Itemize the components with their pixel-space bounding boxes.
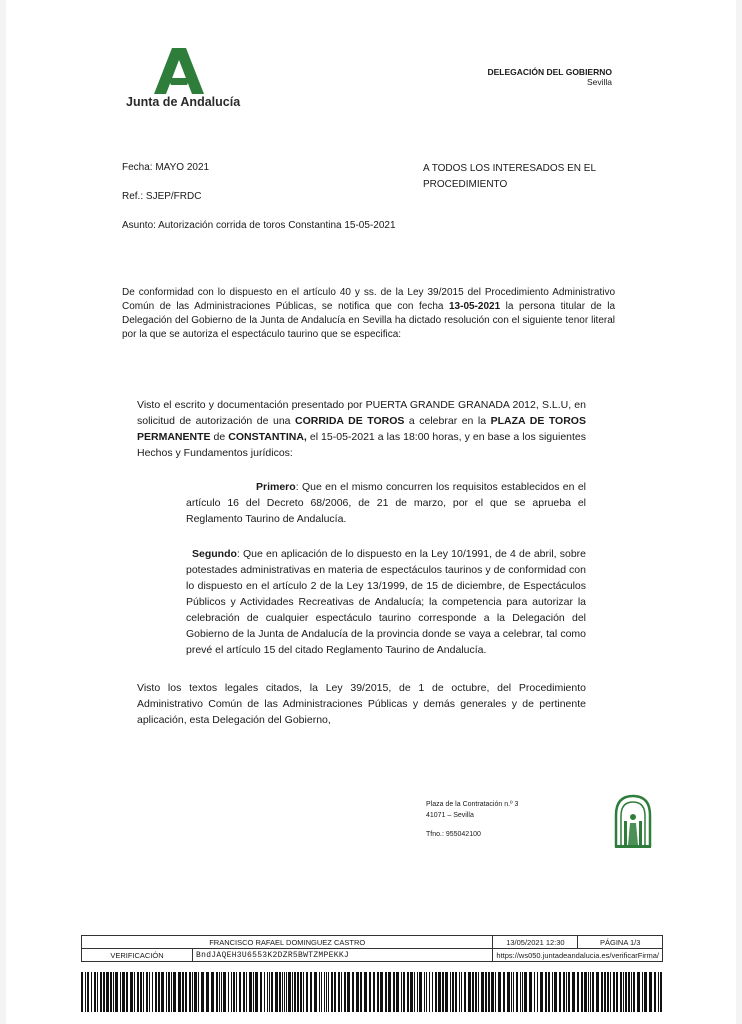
verification-url[interactable]: https://ws050.juntadeandalucia.es/verificarFirma/ bbox=[493, 949, 663, 962]
barcode-bar bbox=[360, 972, 362, 1012]
barcode-bar bbox=[554, 972, 557, 1012]
barcode-bar bbox=[432, 972, 433, 1012]
barcode-bar bbox=[642, 972, 643, 1012]
barcode-bar bbox=[485, 972, 487, 1012]
barcode-bar bbox=[243, 972, 245, 1012]
intro-date: 13-05-2021 bbox=[448, 301, 501, 312]
intro-paragraph bbox=[122, 286, 615, 342]
barcode-bar bbox=[201, 972, 204, 1012]
logo-name: Junta de Andalucía bbox=[126, 95, 241, 109]
barcode-bar bbox=[198, 972, 199, 1012]
barcode-bar bbox=[552, 972, 553, 1012]
barcode-bar bbox=[189, 972, 191, 1012]
barcode-bar bbox=[414, 972, 415, 1012]
barcode-bar bbox=[344, 972, 346, 1012]
signature-footer bbox=[81, 935, 663, 962]
barcode-bar bbox=[498, 972, 501, 1012]
barcode-bar bbox=[120, 972, 121, 1012]
barcode-bar bbox=[566, 972, 567, 1012]
barcode-bar bbox=[267, 972, 268, 1012]
fecha-line: Fecha: MAYO 2021 bbox=[122, 162, 210, 173]
address-line-2: 41071 – Sevilla bbox=[426, 812, 474, 819]
barcode-bar bbox=[450, 972, 451, 1012]
barcode-bar bbox=[173, 972, 176, 1012]
barcode-bar bbox=[623, 972, 624, 1012]
barcode-bar bbox=[649, 972, 652, 1012]
barcode-bar bbox=[507, 972, 510, 1012]
phone-line: Tfno.: 955042100 bbox=[426, 831, 481, 838]
org-header bbox=[436, 67, 612, 87]
barcode-bar bbox=[654, 972, 656, 1012]
barcode-bar bbox=[452, 972, 454, 1012]
barcode-bar bbox=[85, 972, 86, 1012]
barcode-bar bbox=[577, 972, 579, 1012]
barcode-bar bbox=[607, 972, 609, 1012]
org-title: DELEGACIÓN DEL GOBIERNO bbox=[487, 67, 612, 77]
visto-plaza: PLAZA DE TOROS PERMANENTE bbox=[137, 415, 586, 443]
barcode-bar bbox=[246, 972, 247, 1012]
barcode-bar bbox=[300, 972, 302, 1012]
barcode-bar bbox=[228, 972, 229, 1012]
barcode-bar bbox=[455, 972, 457, 1012]
visto-text-f: de bbox=[210, 431, 229, 443]
barcode-bar bbox=[488, 972, 490, 1012]
barcode-bar bbox=[91, 972, 92, 1012]
barcode-bar bbox=[185, 972, 187, 1012]
barcode-bar bbox=[130, 972, 133, 1012]
recipient-line-2: PROCEDIMIENTO bbox=[423, 179, 508, 190]
barcode-bar bbox=[529, 972, 532, 1012]
barcode-bar bbox=[417, 972, 418, 1012]
barcode-bar bbox=[134, 972, 135, 1012]
andalucia-emblem-icon bbox=[613, 793, 653, 849]
signer-name: FRANCISCO RAFAEL DOMINGUEZ CASTRO bbox=[82, 936, 493, 949]
barcode-bar bbox=[152, 972, 153, 1012]
barcode-bar bbox=[601, 972, 603, 1012]
barcode-bar bbox=[94, 972, 96, 1012]
barcode-bar bbox=[106, 972, 109, 1012]
barcode-bar bbox=[628, 972, 630, 1012]
barcode-bar bbox=[426, 972, 427, 1012]
barcode-bar bbox=[534, 972, 535, 1012]
barcode-bar bbox=[338, 972, 340, 1012]
barcode-bar bbox=[171, 972, 172, 1012]
barcode-bar bbox=[284, 972, 285, 1012]
barcode-bar bbox=[377, 972, 379, 1012]
barcode-bar bbox=[303, 972, 304, 1012]
visto-corrida: CORRIDA DE TOROS bbox=[295, 415, 405, 427]
barcode-bar bbox=[559, 972, 561, 1012]
barcode-bar bbox=[182, 972, 184, 1012]
barcode-bar bbox=[438, 972, 441, 1012]
barcode-bar bbox=[356, 972, 359, 1012]
barcode-bar bbox=[590, 972, 591, 1012]
barcode-bar bbox=[233, 972, 235, 1012]
barcode-bar bbox=[236, 972, 237, 1012]
barcode-bar bbox=[442, 972, 444, 1012]
barcode-bar bbox=[516, 972, 518, 1012]
barcode-bar bbox=[321, 972, 322, 1012]
barcode-bar bbox=[369, 972, 371, 1012]
org-city: Sevilla bbox=[586, 77, 612, 87]
barcode-bar bbox=[328, 972, 329, 1012]
barcode-bar bbox=[216, 972, 218, 1012]
barcode-bar bbox=[155, 972, 157, 1012]
intro-text-2: la persona titular de la Delegación del Gobierno de la Junta de Andalucía en Sevilla ha dictado resolución con el siguiente tenor literal por la que se autoriza el espectáculo taurino que se especifica: bbox=[122, 301, 616, 340]
barcode-bar bbox=[613, 972, 615, 1012]
barcode-bar bbox=[255, 972, 258, 1012]
address-block bbox=[426, 799, 518, 840]
barcode-bar bbox=[178, 972, 181, 1012]
barcode-bar bbox=[161, 972, 164, 1012]
barcode-bar bbox=[407, 972, 409, 1012]
barcode-bar bbox=[396, 972, 399, 1012]
barcode-bar bbox=[334, 972, 336, 1012]
barcode-bar bbox=[306, 972, 308, 1012]
barcode-bar bbox=[548, 972, 550, 1012]
barcode-bar bbox=[331, 972, 333, 1012]
segundo-text: : Que en aplicación de lo dispuesto en la Ley 10/1991, de 4 de abril, sobre potestades administrativas en materia de espectáculos taurinos y de conformidad con lo dispuesto en el artículo 2 de la Ley 13/1999, de 15 de diciembre, de Espectáculos Públicos y Actividades Recreativas de Andalucía; la competencia para autorizar la celebración de cualquier espectáculo taurino corresponde a la Delegación del Gobierno de la Junta de Andalucía de la provincia donde se vaya a celebrar, tal como prevé el artículo 15 del citado Reglamento Taurino de Andalucía. bbox=[186, 548, 586, 656]
barcode-bar bbox=[249, 972, 252, 1012]
address-line-1: Plaza de la Contratación n.º 3 bbox=[426, 801, 519, 808]
barcode-bar bbox=[511, 972, 512, 1012]
barcode-bar bbox=[388, 972, 391, 1012]
barcode-bar bbox=[271, 972, 273, 1012]
asunto-line: Asunto: Autorización corrida de toros Constantina 15-05-2021 bbox=[122, 220, 396, 231]
barcode-bar bbox=[231, 972, 232, 1012]
visto-legal-paragraph: Visto los textos legales citados, la Ley 39/2015, de 1 de octubre, del Procedimiento Administrativo Común de las Administraciones Públicas y demás generales y de pertinente aplicación, esta Delegación del Gobierno, bbox=[137, 682, 586, 726]
barcode-bar bbox=[568, 972, 570, 1012]
barcode-bar bbox=[211, 972, 214, 1012]
barcode-bar bbox=[288, 972, 291, 1012]
barcode-bar bbox=[168, 972, 170, 1012]
ref-line: Ref.: SJEP/FRDC bbox=[122, 191, 202, 202]
barcode-bar bbox=[401, 972, 402, 1012]
barcode-bar bbox=[581, 972, 583, 1012]
barcode-bar bbox=[620, 972, 622, 1012]
barcode-bar bbox=[524, 972, 527, 1012]
barcode-bar bbox=[419, 972, 422, 1012]
visto-text-h: el 15-05-2021 a las 18:00 horas, y en base a los siguientes Hechos y Fundamentos jurídicos: bbox=[137, 431, 587, 459]
junta-logo-icon bbox=[154, 48, 204, 94]
barcode-bar bbox=[97, 972, 98, 1012]
barcode-bar bbox=[364, 972, 367, 1012]
barcode-bar bbox=[319, 972, 320, 1012]
barcode-bar bbox=[122, 972, 125, 1012]
barcode-bar bbox=[491, 972, 494, 1012]
barcode-bar bbox=[410, 972, 413, 1012]
barcode-bar bbox=[588, 972, 589, 1012]
barcode-bar bbox=[275, 972, 278, 1012]
barcode-bar bbox=[253, 972, 254, 1012]
primero-text: : Que en el mismo concurren los requisitos establecidos en el artículo 16 del Decreto 68/2006, de 21 de marzo, por el que se aprueba el Reglamento Taurino de Andalucía. bbox=[186, 481, 586, 525]
barcode-bar bbox=[194, 972, 197, 1012]
recipient bbox=[423, 161, 596, 193]
barcode-bar bbox=[596, 972, 599, 1012]
barcode-bar bbox=[616, 972, 618, 1012]
sign-datetime: 13/05/2021 12:30 bbox=[493, 936, 578, 949]
barcode-bar bbox=[513, 972, 514, 1012]
barcode-bar bbox=[314, 972, 317, 1012]
barcode-bar bbox=[610, 972, 611, 1012]
barcode-bar bbox=[110, 972, 112, 1012]
barcode-bar bbox=[537, 972, 538, 1012]
document-page bbox=[6, 0, 736, 1024]
barcode-bar bbox=[604, 972, 606, 1012]
barcode-bar bbox=[140, 972, 142, 1012]
visto-text-b: , en solicitud de autorización de una bbox=[137, 399, 586, 427]
barcode-bar bbox=[468, 972, 471, 1012]
barcode-bar bbox=[572, 972, 575, 1012]
barcode-bar bbox=[540, 972, 543, 1012]
barcode-bar bbox=[631, 972, 632, 1012]
barcode-bar bbox=[221, 972, 222, 1012]
verification-code: BndJAQEH3U6553K2DZR5BWTZMPEKKJ bbox=[193, 949, 493, 962]
barcode-bar bbox=[223, 972, 226, 1012]
barcode-bar bbox=[658, 972, 659, 1012]
barcode-bar bbox=[292, 972, 293, 1012]
barcode-bar bbox=[279, 972, 281, 1012]
barcode-bar bbox=[239, 972, 241, 1012]
barcode-bar bbox=[286, 972, 287, 1012]
barcode-bar bbox=[146, 972, 148, 1012]
barcode-bar bbox=[644, 972, 647, 1012]
barcode-bar bbox=[385, 972, 387, 1012]
barcode-bar bbox=[87, 972, 89, 1012]
barcode-bar bbox=[393, 972, 395, 1012]
barcode-bar bbox=[103, 972, 105, 1012]
barcode-bar bbox=[294, 972, 296, 1012]
barcode-bar bbox=[81, 972, 83, 1012]
barcode-bar bbox=[326, 972, 327, 1012]
barcode-bar bbox=[282, 972, 283, 1012]
barcode-bar bbox=[522, 972, 523, 1012]
barcode-bar bbox=[260, 972, 262, 1012]
barcode-bar bbox=[633, 972, 635, 1012]
barcode-bar bbox=[352, 972, 354, 1012]
barcode-bar bbox=[478, 972, 479, 1012]
barcode-bar bbox=[100, 972, 102, 1012]
barcode-bar bbox=[347, 972, 350, 1012]
visto-text-d: a celebrar en la bbox=[404, 415, 491, 427]
barcode-bar bbox=[149, 972, 150, 1012]
segundo-paragraph bbox=[186, 546, 586, 658]
barcode-bar bbox=[472, 972, 474, 1012]
barcode-bar bbox=[341, 972, 342, 1012]
barcode-bar bbox=[637, 972, 640, 1012]
barcode-bar bbox=[206, 972, 209, 1012]
barcode-bar bbox=[380, 972, 383, 1012]
barcode-bar bbox=[143, 972, 144, 1012]
barcode-bar bbox=[324, 972, 325, 1012]
barcode-bar bbox=[461, 972, 462, 1012]
barcode-bar bbox=[495, 972, 496, 1012]
barcode-bar bbox=[137, 972, 139, 1012]
segundo-label: Segundo bbox=[192, 548, 237, 560]
barcode-bar bbox=[158, 972, 160, 1012]
barcode-bar bbox=[481, 972, 484, 1012]
verification-barcode bbox=[81, 972, 663, 1012]
barcode-bar bbox=[269, 972, 270, 1012]
barcode-bar bbox=[545, 972, 547, 1012]
primero-paragraph bbox=[186, 479, 586, 527]
barcode-bar bbox=[435, 972, 437, 1012]
barcode-bar bbox=[584, 972, 587, 1012]
barcode-bar bbox=[563, 972, 565, 1012]
barcode-bar bbox=[625, 972, 627, 1012]
barcode-bar bbox=[310, 972, 312, 1012]
barcode-bar bbox=[264, 972, 265, 1012]
barcode-bar bbox=[429, 972, 430, 1012]
barcode-bar bbox=[403, 972, 405, 1012]
visto-constantina: CONSTANTINA, bbox=[228, 431, 307, 443]
barcode-bar bbox=[459, 972, 460, 1012]
barcode-bar bbox=[424, 972, 425, 1012]
barcode-bar bbox=[592, 972, 594, 1012]
primero-label: Primero bbox=[256, 481, 296, 493]
barcode-bar bbox=[520, 972, 521, 1012]
barcode-bar bbox=[126, 972, 128, 1012]
barcode-bar bbox=[475, 972, 477, 1012]
recipient-line-1: A TODOS LOS INTERESADOS EN EL bbox=[423, 163, 597, 174]
visto-paragraph bbox=[137, 397, 586, 461]
barcode-bar bbox=[445, 972, 448, 1012]
barcode-bar bbox=[503, 972, 505, 1012]
barcode-bar bbox=[297, 972, 299, 1012]
barcode-bar bbox=[166, 972, 167, 1012]
verification-label: VERIFICACIÓN bbox=[82, 949, 193, 962]
barcode-bar bbox=[464, 972, 466, 1012]
barcode-bar bbox=[373, 972, 375, 1012]
barcode-bar bbox=[113, 972, 114, 1012]
barcode-bar bbox=[192, 972, 193, 1012]
intro-text-1: De conformidad con lo dispuesto en el artículo 40 y ss. de la Ley 39/2015 del Procedimiento Administrativo Común de las Administraciones Públicas, se notifica que con fecha bbox=[122, 287, 615, 312]
page-number: PÁGINA 1/3 bbox=[578, 936, 663, 949]
barcode-bar bbox=[219, 972, 220, 1012]
barcode-bar bbox=[115, 972, 118, 1012]
barcode-bar bbox=[660, 972, 662, 1012]
visto-text-a: Visto el escrito y documentación presentado por PUERTA GRANDE GRANADA 2012, S.L.U bbox=[137, 399, 569, 411]
